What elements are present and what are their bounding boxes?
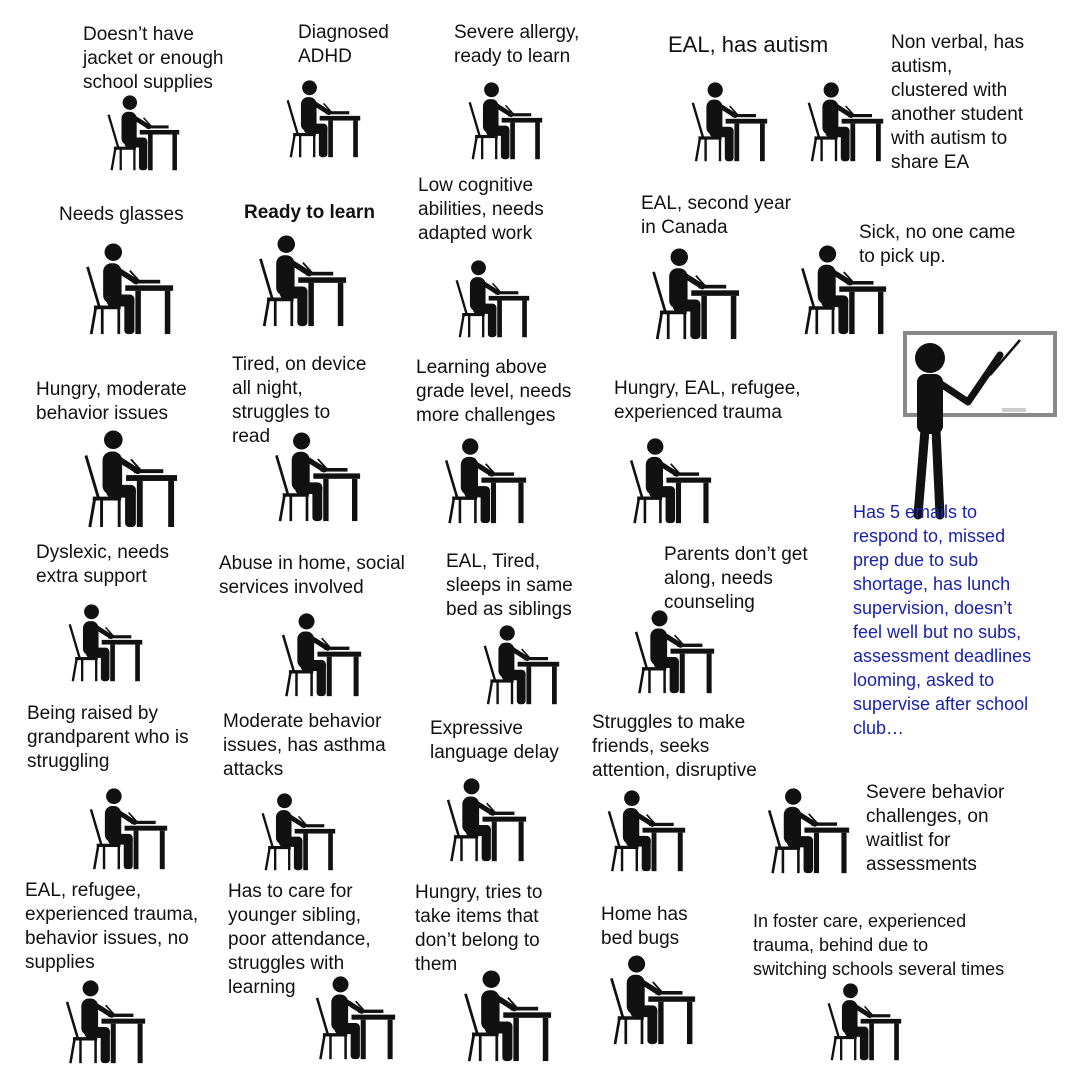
student-at-desk-icon: [648, 248, 740, 340]
student-label: Being raised by grandparent who is struggling: [27, 703, 189, 772]
student-at-desk-icon: [480, 625, 560, 705]
student-label: Doesn’t have jacket or enough school supplies: [83, 24, 224, 93]
student-at-desk-icon: [283, 80, 361, 158]
student-at-desk-icon: [604, 790, 686, 872]
student-at-desk-icon: [688, 82, 768, 162]
student-label: Dyslexic, needs extra support: [36, 542, 170, 587]
student-label: EAL, has autism: [668, 32, 829, 57]
student-label: Home has bed bugs: [601, 904, 688, 949]
student-at-desk-icon: [764, 788, 850, 874]
student-at-desk-icon: [104, 95, 180, 171]
student-at-desk-icon: [465, 82, 543, 160]
student-label: Low cognitive abilities, needs adapted work: [418, 175, 544, 244]
student-label: Has to care for younger sibling, poor attendance, struggles with learning: [228, 881, 371, 998]
student-label: Abuse in home, social services involved: [219, 553, 405, 598]
student-at-desk-icon: [255, 235, 347, 327]
student-at-desk-icon: [441, 438, 527, 524]
student-label: Parents don’t get along, needs counseling: [664, 544, 808, 613]
student-label: Expressive language delay: [430, 718, 559, 763]
student-at-desk-icon: [62, 980, 146, 1064]
student-label: EAL, Tired, sleeps in same bed as siblings: [446, 551, 573, 620]
student-label: Moderate behavior issues, has asthma attacks: [223, 711, 386, 780]
student-label: Severe allergy, ready to learn: [454, 22, 580, 67]
student-label: Hungry, tries to take items that don’t belong to them: [415, 882, 543, 975]
student-at-desk-icon: [80, 430, 178, 528]
student-at-desk-icon: [606, 955, 696, 1045]
student-label: Severe behavior challenges, on waitlist for assessments: [866, 782, 1005, 875]
student-label: Learning above grade level, needs more challenges: [416, 357, 572, 426]
student-label: EAL, refugee, experienced trauma, behavior issues, no supplies: [25, 880, 199, 973]
student-at-desk-icon: [271, 432, 361, 522]
student-at-desk-icon: [797, 245, 887, 335]
teacher-at-whiteboard-icon: [880, 330, 1060, 520]
student-label: Hungry, moderate behavior issues: [36, 379, 187, 424]
student-at-desk-icon: [631, 610, 715, 694]
student-at-desk-icon: [804, 82, 884, 162]
student-at-desk-icon: [452, 260, 530, 338]
student-at-desk-icon: [626, 438, 712, 524]
student-at-desk-icon: [86, 788, 168, 870]
student-label: Hungry, EAL, refugee, experienced trauma: [614, 378, 801, 423]
student-label: EAL, second year in Canada: [641, 193, 791, 238]
student-at-desk-icon: [65, 604, 143, 682]
student-at-desk-icon: [443, 778, 527, 862]
student-at-desk-icon: [460, 970, 552, 1062]
student-at-desk-icon: [82, 243, 174, 335]
student-label: In foster care, experienced trauma, behind due to switching schools several times: [753, 911, 1005, 979]
student-label: Tired, on device all night, struggles to read: [232, 354, 367, 447]
student-at-desk-icon: [278, 613, 362, 697]
student-label: Ready to learn: [244, 202, 375, 223]
student-label: Non verbal, has autism, clustered with another student with autism to share EA: [891, 32, 1025, 173]
student-label: Struggles to make friends, seeks attention, disruptive: [592, 712, 757, 781]
student-at-desk-icon: [258, 793, 336, 871]
student-at-desk-icon: [824, 983, 902, 1061]
student-label: Sick, no one came to pick up.: [859, 222, 1016, 267]
student-at-desk-icon: [312, 976, 396, 1060]
student-label: Diagnosed ADHD: [298, 22, 389, 67]
student-label: Needs glasses: [59, 204, 184, 225]
teacher-label: Has 5 emails to respond to, missed prep due to sub shortage, has lunch supervision, doesn’t feel well but no subs, assessment deadlines looming, asked to supervise after school club…: [853, 502, 1032, 738]
